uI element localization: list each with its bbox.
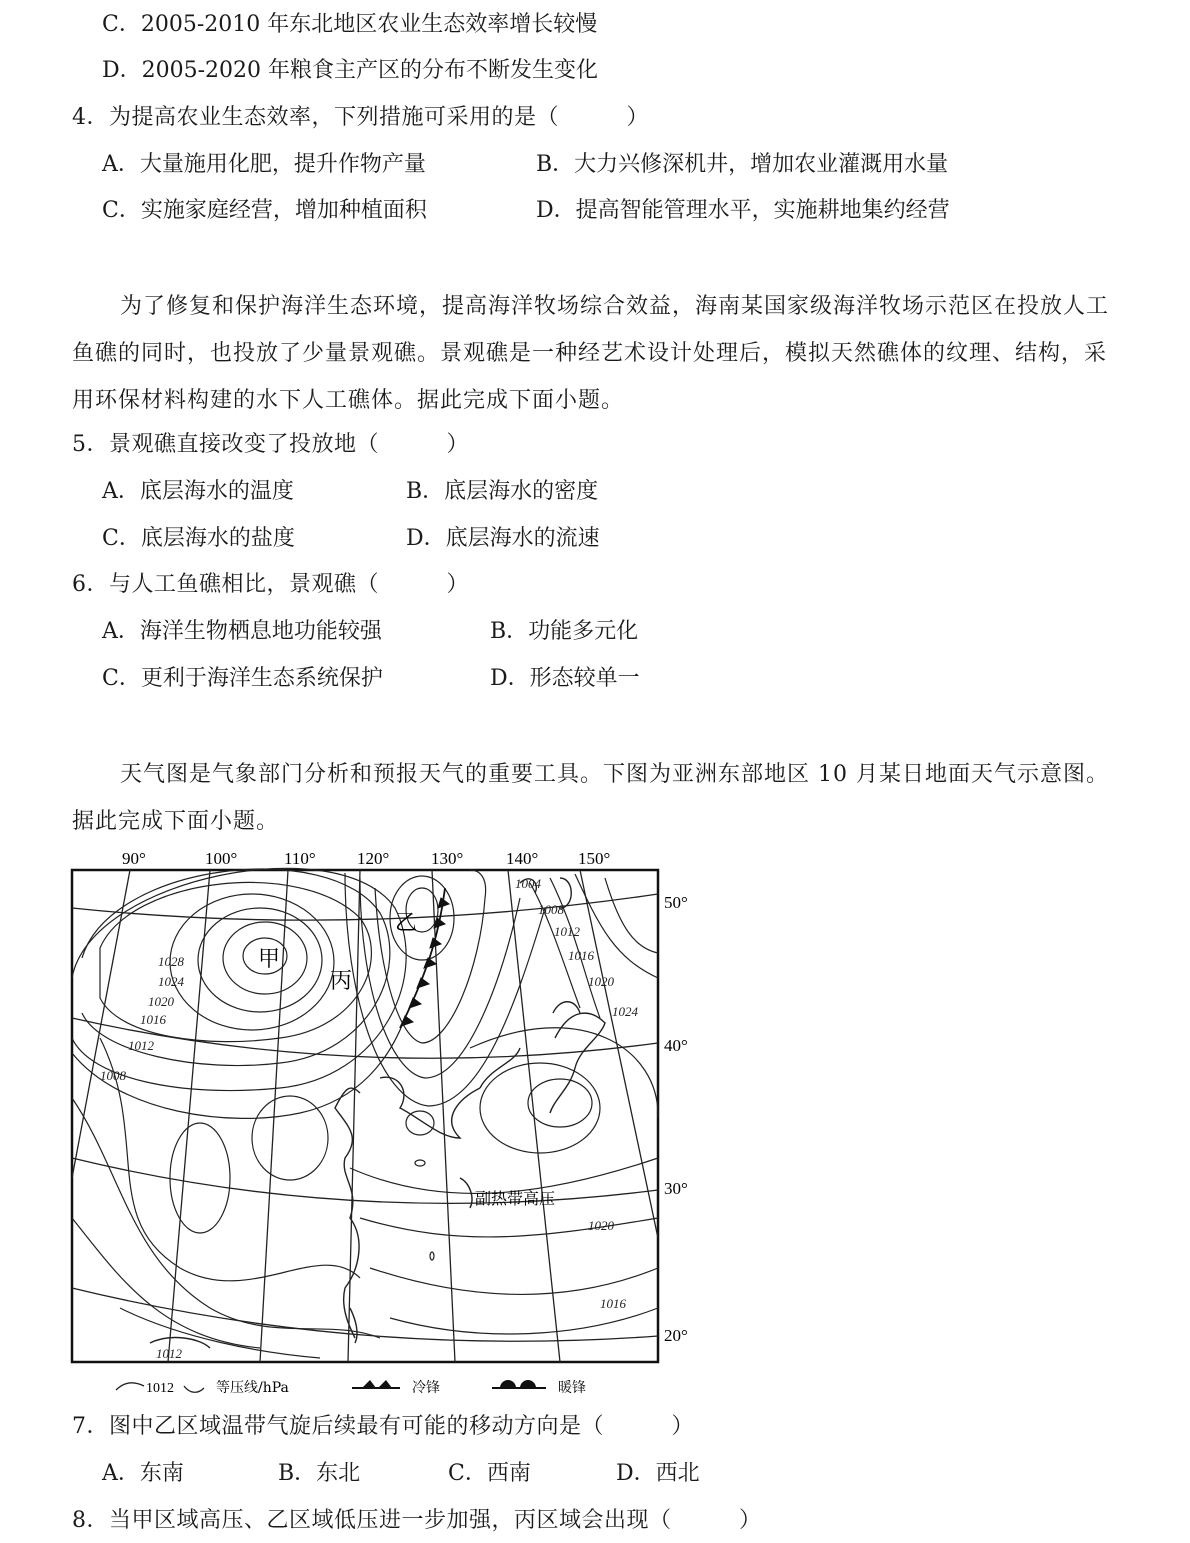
q6-option-a: A．海洋生物栖息地功能较强 — [102, 619, 382, 644]
region-jia-label: 甲 — [258, 947, 281, 972]
map-legend — [116, 1379, 586, 1396]
lon-label-140: 140° — [506, 849, 539, 868]
q7-option-c: C．西南 — [448, 1461, 531, 1486]
passage-marine-ranch: 为了修复和保护海洋生态环境，提高海洋牧场综合效益，海南某国家级海洋牧场示范区在投放人工鱼礁的同时，也投放了少量景观礁。景观礁是一种经艺术设计处理后，模拟天然礁体的纹理、结构，采用环保材料构建的水下人工礁体。据此完成下面小题。 — [72, 294, 1110, 413]
lon-label-90: 90° — [122, 849, 146, 868]
q6-stem: 6．与人工鱼礁相比，景观礁（ ） — [72, 572, 469, 597]
q4-option-b: B．大力兴修深机井，增加农业灌溉用水量 — [536, 152, 949, 177]
q7-option-b: B．东北 — [278, 1461, 361, 1486]
q7-option-a: A．东南 — [102, 1461, 184, 1486]
isobar-label: 1016 — [600, 1296, 626, 1311]
weather-map-figure — [60, 838, 710, 1398]
lon-label-100: 100° — [205, 849, 238, 868]
isobar-label: 1008 — [538, 902, 564, 917]
q6-option-d: D．形态较单一 — [490, 666, 640, 691]
isobar-label: 1020 — [588, 1218, 614, 1233]
q6-option-c: C．更利于海洋生态系统保护 — [102, 666, 383, 691]
isobar-label: 1028 — [158, 954, 184, 969]
lon-label-110: 110° — [284, 849, 316, 868]
lon-label-150: 150° — [578, 849, 611, 868]
passage-weather-map: 天气图是气象部门分析和预报天气的重要工具。下图为亚洲东部地区 10 月某日地面天气示意图。据此完成下面小题。 — [72, 762, 1109, 834]
q5-option-d: D．底层海水的流速 — [406, 526, 600, 551]
lon-label-120: 120° — [357, 849, 390, 868]
q4-option-a: A．大量施用化肥，提升作物产量 — [102, 152, 426, 177]
q7-stem: 7．图中乙区域温带气旋后续最有可能的移动方向是（ ） — [72, 1414, 694, 1439]
lat-label-50: 50° — [664, 893, 688, 912]
q4-option-d: D．提高智能管理水平，实施耕地集约经营 — [536, 198, 950, 223]
map-frame — [72, 870, 658, 1362]
legend-isobar-text: 等压线/hPa — [216, 1380, 289, 1396]
lat-label-40: 40° — [664, 1036, 688, 1055]
legend-cold-front: 冷锋 — [412, 1380, 440, 1396]
isobar-label: 1020 — [588, 974, 614, 989]
isobar-label: 1012 — [156, 1346, 182, 1361]
warm-front-legend-icon — [492, 1380, 546, 1388]
isobar-label: 1016 — [140, 1012, 166, 1027]
q5-option-b: B．底层海水的密度 — [406, 479, 599, 504]
isobar-label: 1012 — [554, 924, 580, 939]
q5-stem: 5．景观礁直接改变了投放地（ ） — [72, 432, 469, 457]
legend-isobar-value: 1012 — [146, 1381, 174, 1396]
region-yi-label: 乙 — [395, 911, 418, 936]
isobar-label: 1008 — [100, 1068, 126, 1083]
isobar-label: 1024 — [158, 974, 184, 989]
q3-option-d: D．2005-2020 年粮食主产区的分布不断发生变化 — [102, 58, 599, 83]
q4-stem: 4．为提高农业生态效率，下列措施可采用的是（ ） — [72, 105, 649, 130]
q4-option-c: C．实施家庭经营，增加种植面积 — [102, 198, 427, 223]
q5-option-a: A．底层海水的温度 — [102, 479, 294, 504]
q6-option-b: B．功能多元化 — [490, 619, 639, 644]
cold-front-legend-icon — [352, 1380, 400, 1388]
lat-label-20: 20° — [664, 1326, 688, 1345]
isobar-label: 1016 — [568, 948, 594, 963]
isobar-label: 1012 — [128, 1038, 154, 1053]
subtropical-high-label: 副热带高压 — [475, 1189, 556, 1208]
isobar-label: 1020 — [148, 994, 174, 1009]
isobar-label: 1004 — [515, 876, 541, 891]
q5-option-c: C．底层海水的盐度 — [102, 526, 295, 551]
legend-warm-front: 暖锋 — [558, 1380, 586, 1396]
legend-isobar-icon — [116, 1383, 144, 1390]
q8-stem: 8．当甲区域高压、乙区域低压进一步加强，丙区域会出现（ ） — [72, 1508, 762, 1533]
lat-label-30: 30° — [664, 1179, 688, 1198]
q7-option-d: D．西北 — [616, 1461, 700, 1486]
lon-label-130: 130° — [431, 849, 464, 868]
isobar-label: 1024 — [612, 1004, 638, 1019]
q3-option-c: C．2005-2010 年东北地区农业生态效率增长较慢 — [102, 12, 598, 37]
region-bing-label: 丙 — [330, 969, 353, 994]
